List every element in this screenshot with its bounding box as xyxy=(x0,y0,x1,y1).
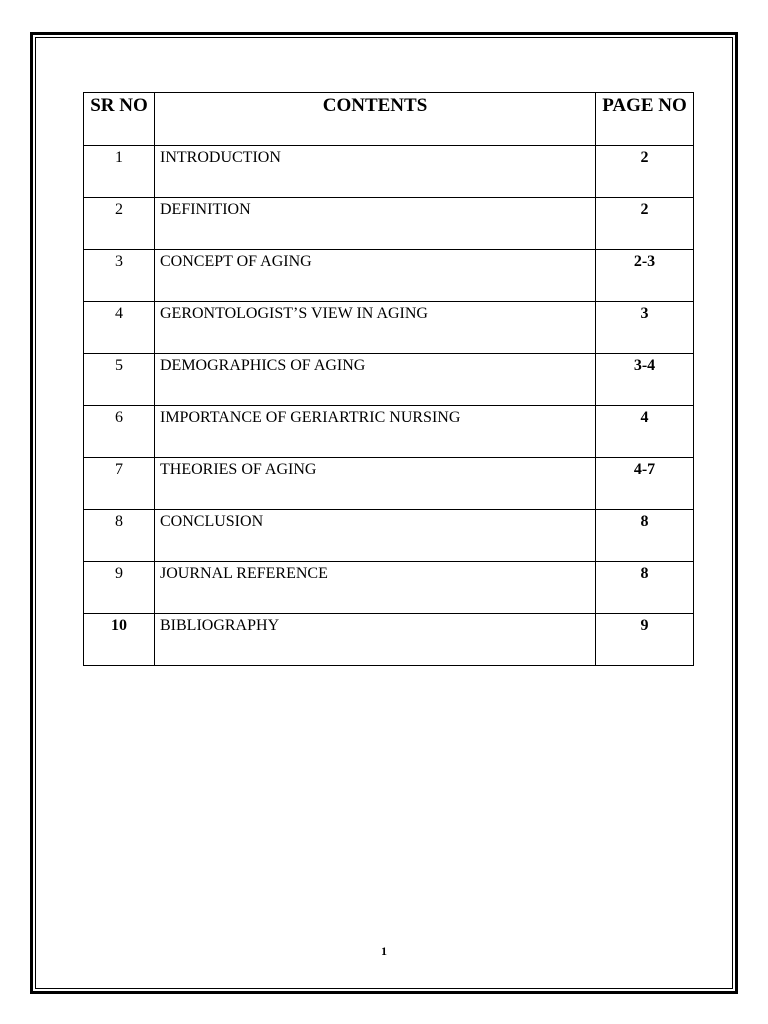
row-page-no: 2 xyxy=(596,146,694,198)
table-row xyxy=(84,146,694,198)
row-page-no: 3-4 xyxy=(596,354,694,406)
row-title: JOURNAL REFERENCE xyxy=(155,562,596,614)
row-page-no: 9 xyxy=(596,614,694,666)
table-header-row xyxy=(84,93,694,146)
row-page-no: 2 xyxy=(596,198,694,250)
table-row xyxy=(84,614,694,666)
table-row xyxy=(84,458,694,510)
row-sr-no: 5 xyxy=(84,354,155,406)
table-row xyxy=(84,198,694,250)
header-contents: CONTENTS xyxy=(155,93,596,146)
row-page-no: 4-7 xyxy=(596,458,694,510)
row-page-no: 4 xyxy=(596,406,694,458)
row-sr-no: 2 xyxy=(84,198,155,250)
row-title: CONCLUSION xyxy=(155,510,596,562)
row-title: CONCEPT OF AGING xyxy=(155,250,596,302)
table-row xyxy=(84,250,694,302)
table-row xyxy=(84,562,694,614)
header-page-no: PAGE NO xyxy=(596,93,694,146)
row-sr-no: 8 xyxy=(84,510,155,562)
row-sr-no: 7 xyxy=(84,458,155,510)
table-row xyxy=(84,406,694,458)
contents-table xyxy=(83,92,694,666)
row-title: GERONTOLOGIST’S VIEW IN AGING xyxy=(155,302,596,354)
table-row xyxy=(84,354,694,406)
row-sr-no: 9 xyxy=(84,562,155,614)
row-sr-no: 6 xyxy=(84,406,155,458)
header-sr-no: SR NO xyxy=(84,93,155,146)
row-sr-no: 1 xyxy=(84,146,155,198)
row-page-no: 8 xyxy=(596,562,694,614)
row-page-no: 3 xyxy=(596,302,694,354)
row-title: IMPORTANCE OF GERIARTRIC NURSING xyxy=(155,406,596,458)
row-sr-no: 4 xyxy=(84,302,155,354)
row-page-no: 2-3 xyxy=(596,250,694,302)
table-row xyxy=(84,302,694,354)
page-number: 1 xyxy=(381,944,387,958)
row-sr-no: 3 xyxy=(84,250,155,302)
row-title: INTRODUCTION xyxy=(155,146,596,198)
row-title: DEMOGRAPHICS OF AGING xyxy=(155,354,596,406)
table-row xyxy=(84,510,694,562)
row-title: DEFINITION xyxy=(155,198,596,250)
row-title: BIBLIOGRAPHY xyxy=(155,614,596,666)
row-page-no: 8 xyxy=(596,510,694,562)
row-title: THEORIES OF AGING xyxy=(155,458,596,510)
row-sr-no: 10 xyxy=(84,614,155,666)
